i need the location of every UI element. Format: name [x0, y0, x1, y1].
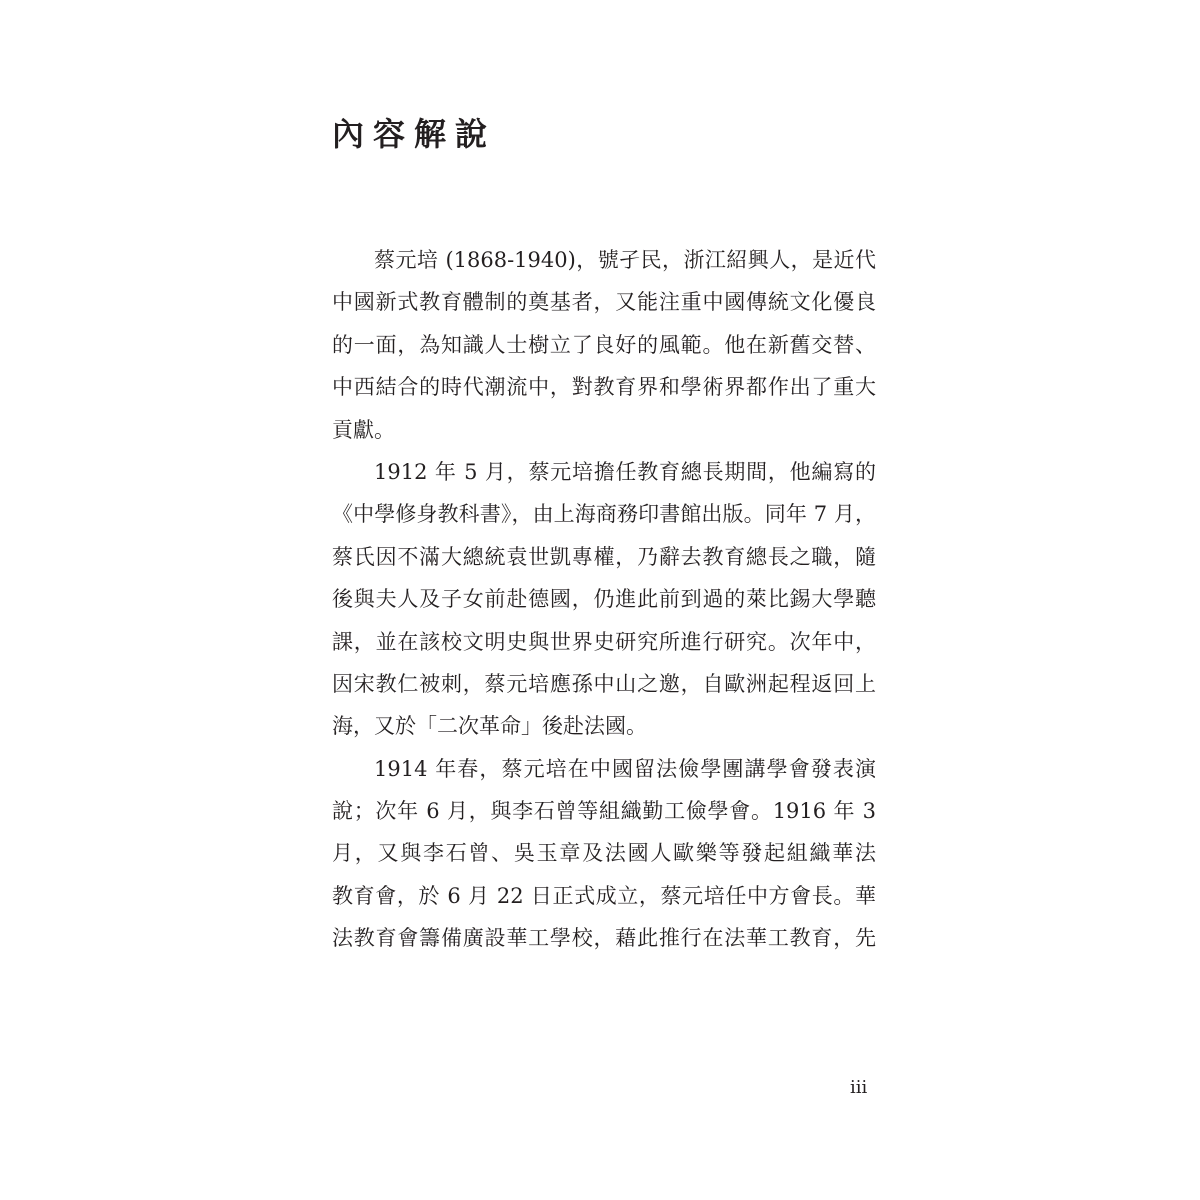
paragraph-3-line-4: 教育會，於 6 月 22 日正式成立，蔡元培任中方會長。華 — [332, 883, 876, 908]
paragraph-3 — [332, 748, 892, 960]
paragraph-1-line-3: 的一面，為知識人士樹立了良好的風範。他在新舊交替、 — [332, 332, 876, 357]
paragraph-1-line-4: 中西結合的時代潮流中，對教育界和學術界都作出了重大 — [332, 375, 876, 400]
page-number: iii — [850, 1077, 868, 1098]
page-heading: 內容解說 — [332, 115, 497, 153]
paragraph-2-line-3: 蔡氏因不滿大總統袁世凱專權，乃辭去教育總長之職，隨 — [332, 544, 876, 569]
paragraph-1-line-5: 貢獻。 — [332, 417, 395, 442]
paragraph-3-line-3: 月，又與李石曾、吳玉章及法國人歐樂等發起組織華法 — [332, 841, 876, 866]
paragraph-2-line-4: 後與夫人及子女前赴德國，仍進此前到過的萊比錫大學聽 — [332, 587, 876, 612]
paragraph-3-line-5: 法教育會籌備廣設華工學校，藉此推行在法華工教育，先 — [332, 926, 876, 951]
paragraph-1 — [332, 239, 892, 451]
paragraph-2 — [332, 451, 892, 748]
paragraph-2-line-2: 《中學修身教科書》，由上海商務印書館出版。同年 7 月， — [332, 502, 876, 527]
paragraph-2-line-7: 海，又於「二次革命」後赴法國。 — [332, 714, 647, 739]
paragraph-3-line-2: 說；次年 6 月，與李石曾等組織勤工儉學會。1916 年 3 — [332, 799, 876, 824]
paragraph-3-line-1: 1914 年春，蔡元培在中國留法儉學團講學會發表演 — [374, 756, 876, 781]
paragraph-2-line-6: 因宋教仁被刺，蔡元培應孫中山之邀，自歐洲起程返回上 — [332, 671, 876, 696]
paragraph-1-line-1: 蔡元培 (1868-1940)，號孑民，浙江紹興人，是近代 — [374, 248, 876, 272]
paragraph-1-line-2: 中國新式教育體制的奠基者，又能注重中國傳統文化優良 — [332, 290, 876, 315]
paragraph-2-line-1: 1912 年 5 月，蔡元培擔任教育總長期間，他編寫的 — [374, 459, 876, 484]
paragraph-2-line-5: 課，並在該校文明史與世界史研究所進行研究。次年中， — [332, 629, 876, 654]
body-text — [332, 239, 892, 960]
